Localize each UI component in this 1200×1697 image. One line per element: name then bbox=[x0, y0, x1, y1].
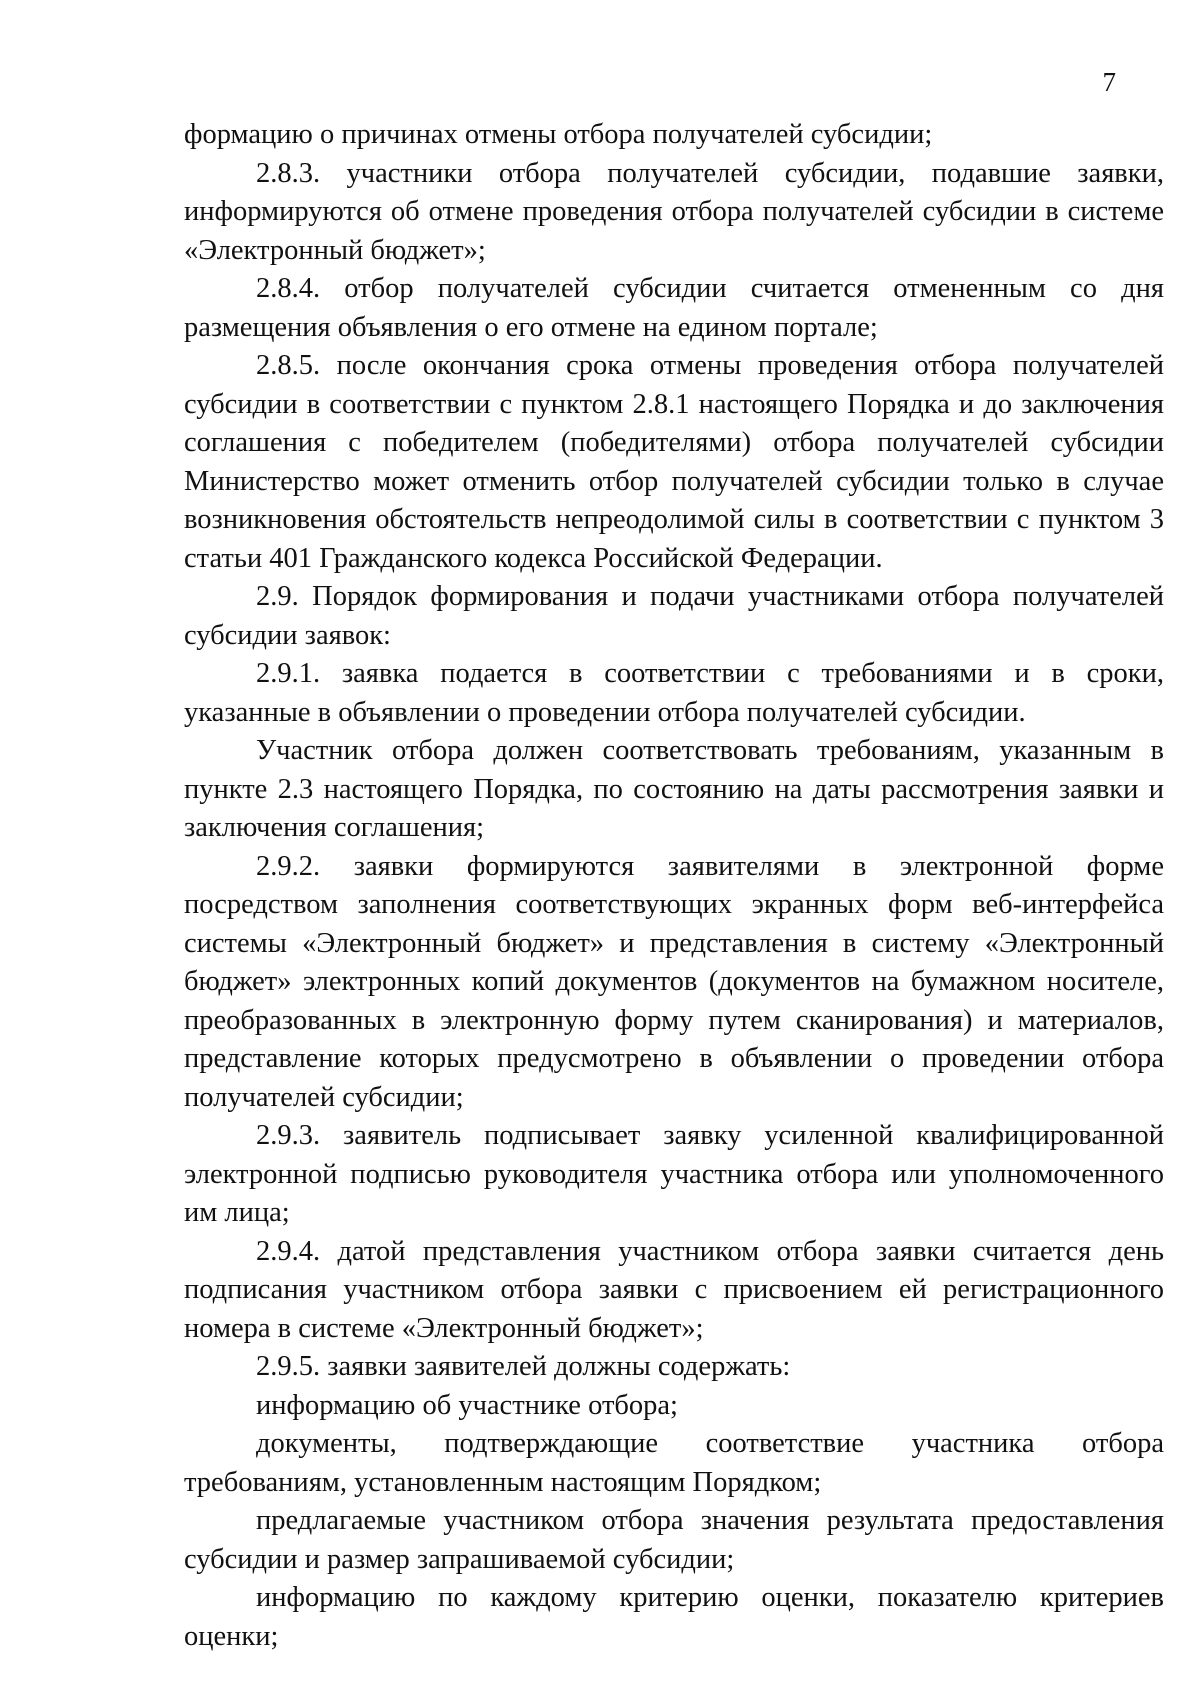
paragraph: 2.9.4. датой представления участником отбора заявки считается день подписания участником отбора заявки с присвоением ей регистрационного номера в системе «Электронный бюджет»; bbox=[184, 1235, 1164, 1344]
paragraph: информацию об участнике отбора; bbox=[256, 1389, 678, 1421]
paragraph: 2.8.4. отбор получателей субсидии считается отмененным со дня размещения объявления о его отмене на едином портале; bbox=[184, 273, 1164, 343]
paragraph: 2.9.1. заявка подается в соответствии с требованиями и в сроки, указанные в объявлении о проведении отбора получателей субсидии. bbox=[184, 658, 1164, 728]
paragraph: документы, подтверждающие соответствие участника отбора требованиям, установленным настоящим Порядком; bbox=[184, 1428, 1164, 1498]
paragraph: 2.9.5. заявки заявителей должны содержать: bbox=[256, 1351, 791, 1382]
document-body bbox=[184, 116, 1164, 1656]
page-number: 7 bbox=[1102, 67, 1116, 97]
paragraph: 2.8.5. после окончания срока отмены проведения отбора получателей субсидии в соответствии с пунктом 2.8.1 настоящего Порядка и до заключения соглашения с победителем (победителями) отбора получателей субсидии Министерство может отменить отбор получателей субсидии только в случае возникновения обстоятельств непреодолимой силы в соответствии с пунктом 3 статьи 401 Гражданского кодекса Российской Федерации. bbox=[184, 350, 1164, 574]
paragraph: информацию по каждому критерию оценки, показателю критериев оценки; bbox=[184, 1582, 1164, 1652]
paragraph: 2.9.2. заявки формируются заявителями в электронной форме посредством заполнения соответствующих экранных форм веб-интерфейса системы «Электронный бюджет» и представления в систему «Электронный бюджет» электронных копий документов (документов на бумажном носителе, преобразованных в электронную форму путем сканирования) и материалов, представление которых предусмотрено в объявлении о проведении отбора получателей субсидии; bbox=[184, 850, 1164, 1113]
paragraph: 2.8.3. участники отбора получателей субсидии, подавшие заявки, информируются об отмене проведения отбора получателей субсидии в системе «Электронный бюджет»; bbox=[184, 157, 1164, 266]
paragraph: предлагаемые участником отбора значения результата предоставления субсидии и размер запрашиваемой субсидии; bbox=[184, 1505, 1164, 1575]
paragraph: формацию о причинах отмены отбора получателей субсидии; bbox=[184, 119, 933, 150]
paragraph: 2.9. Порядок формирования и подачи участниками отбора получателей субсидии заявок: bbox=[184, 581, 1164, 651]
paragraph: Участник отбора должен соответствовать требованиям, указанным в пункте 2.3 настоящего Порядка, по состоянию на даты рассмотрения заявки и заключения соглашения; bbox=[184, 735, 1164, 843]
paragraph: 2.9.3. заявитель подписывает заявку усиленной квалифицированной электронной подписью руководителя участника отбора или уполномоченного им лица; bbox=[184, 1120, 1164, 1228]
